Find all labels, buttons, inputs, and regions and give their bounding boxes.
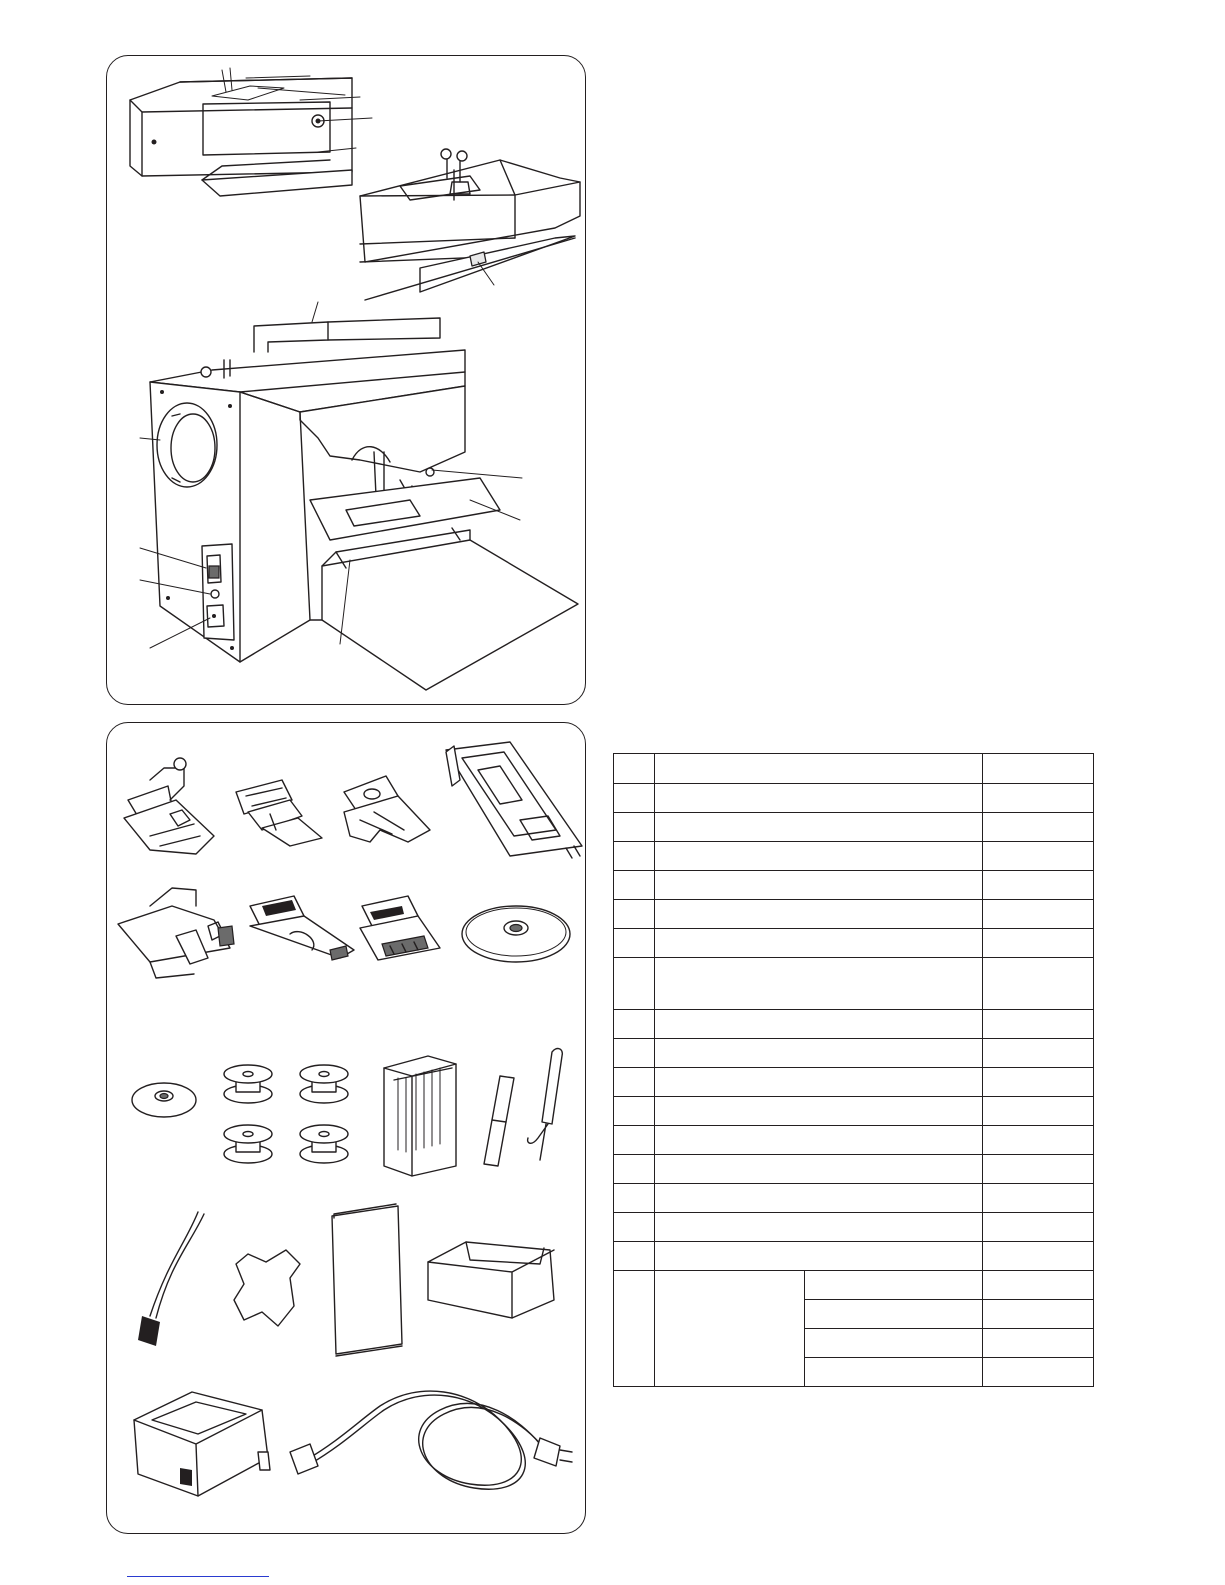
needle-pack-icon [384, 1056, 456, 1176]
row-number-cell [614, 1155, 655, 1184]
table-row [614, 929, 1094, 958]
screwdriver-icon [484, 1076, 514, 1166]
row-label-cell [655, 1068, 983, 1097]
table-row [614, 958, 1094, 1010]
table-row [614, 1039, 1094, 1068]
row-label-cell [655, 958, 983, 1010]
foot-control-icon [134, 1392, 270, 1496]
dust-cover-icon [428, 1242, 554, 1318]
row-value-cell [983, 813, 1094, 842]
row-label-cell [655, 813, 983, 842]
row-value-cell [983, 1155, 1094, 1184]
table-row [614, 1213, 1094, 1242]
row-value-cell [983, 1213, 1094, 1242]
table-row [614, 871, 1094, 900]
parts-table [613, 753, 1094, 1387]
row-number-cell [614, 871, 655, 900]
table-row [614, 1068, 1094, 1097]
subrow-value-cell [983, 1271, 1094, 1300]
brush-icon [138, 1212, 204, 1346]
row-label-cell [655, 1155, 983, 1184]
table-row [614, 1097, 1094, 1126]
presser-foot-icon [344, 776, 430, 842]
screwdriver-plate-icon [234, 1250, 300, 1326]
row-label-cell [655, 1184, 983, 1213]
row-number-cell [614, 1010, 655, 1039]
row-number-cell [614, 813, 655, 842]
book-icon [332, 1204, 402, 1356]
subrow-label-cell [805, 1358, 983, 1387]
table-row [614, 1271, 1094, 1300]
subrow-value-cell [983, 1300, 1094, 1329]
row-number-cell [614, 784, 655, 813]
presser-foot-icon [360, 896, 440, 960]
subrow-label-cell [805, 1300, 983, 1329]
table-row [614, 813, 1094, 842]
row-number-cell [614, 1213, 655, 1242]
row-label-cell [655, 929, 983, 958]
row-number-cell [614, 1039, 655, 1068]
table-row [614, 1126, 1094, 1155]
row-number-cell [614, 958, 655, 1010]
row-value-cell [983, 1126, 1094, 1155]
row-value-cell [983, 1010, 1094, 1039]
row-value-cell [983, 1184, 1094, 1213]
row-value-cell [983, 842, 1094, 871]
seam-ripper-icon [528, 1049, 563, 1160]
table-row [614, 754, 1094, 784]
table-row [614, 1155, 1094, 1184]
row-label-cell [655, 1039, 983, 1068]
row-number-cell [614, 1068, 655, 1097]
row-value-cell [983, 1097, 1094, 1126]
table-row [614, 1010, 1094, 1039]
row-value-cell [983, 900, 1094, 929]
presser-foot-icon [250, 896, 354, 960]
table-row [614, 784, 1094, 813]
row-number-cell [614, 900, 655, 929]
row-label-cell [655, 1126, 983, 1155]
row-value-cell [983, 1068, 1094, 1097]
row-label-cell [655, 754, 983, 784]
footer-rule [127, 1576, 269, 1577]
row-value-cell [983, 1242, 1094, 1271]
row-number-cell [614, 1184, 655, 1213]
row-label-cell [655, 871, 983, 900]
row-number-cell [614, 1242, 655, 1271]
group-label-cell [655, 1271, 805, 1387]
subrow-value-cell [983, 1358, 1094, 1387]
presser-foot-icon [236, 780, 322, 846]
spool-holder-icon [462, 906, 570, 962]
presser-foot-icon [124, 758, 214, 854]
row-number-cell [614, 1097, 655, 1126]
bobbin-icon [224, 1065, 348, 1163]
group-number-cell [614, 1271, 655, 1387]
subrow-label-cell [805, 1329, 983, 1358]
table-row [614, 1242, 1094, 1271]
row-value-cell [983, 871, 1094, 900]
row-number-cell [614, 754, 655, 784]
row-number-cell [614, 842, 655, 871]
buttonhole-foot-icon [446, 742, 582, 858]
power-cord-icon [290, 1391, 572, 1489]
row-label-cell [655, 1010, 983, 1039]
row-value-cell [983, 958, 1094, 1010]
table-row [614, 842, 1094, 871]
spool-holder-icon [132, 1083, 196, 1117]
row-label-cell [655, 900, 983, 929]
row-number-cell [614, 929, 655, 958]
presser-foot-icon [118, 888, 234, 978]
row-label-cell [655, 784, 983, 813]
row-number-cell [614, 1126, 655, 1155]
row-label-cell [655, 1213, 983, 1242]
row-value-cell [983, 784, 1094, 813]
table-row [614, 900, 1094, 929]
row-value-cell [983, 929, 1094, 958]
row-label-cell [655, 842, 983, 871]
row-value-cell [983, 1039, 1094, 1068]
table-row [614, 1184, 1094, 1213]
subrow-value-cell [983, 1329, 1094, 1358]
subrow-label-cell [805, 1271, 983, 1300]
row-label-cell [655, 1097, 983, 1126]
row-label-cell [655, 1242, 983, 1271]
row-value-cell [983, 754, 1094, 784]
